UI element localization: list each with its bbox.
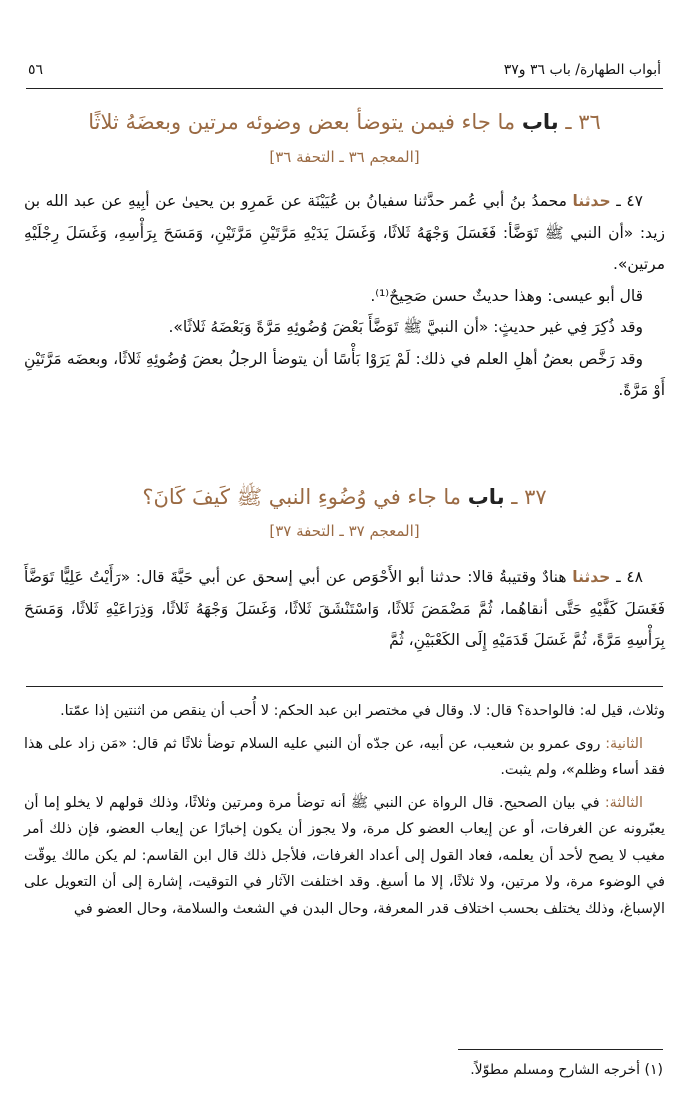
hadith-48 <box>24 562 665 657</box>
chapter-37-title <box>20 484 669 515</box>
hadith-48-keyword: حدثنا <box>572 568 611 586</box>
chapter-36-number: ٣٦ ـ <box>565 110 601 134</box>
commentary-rule <box>26 686 663 687</box>
body-block-1 <box>24 186 665 407</box>
footnote-1: (١) أخرجه الشارح ومسلم مطوّلاً. <box>470 1062 663 1078</box>
body-block-2 <box>24 562 665 657</box>
running-title: أبواب الطهارة/ باب ٣٦ و٣٧ <box>503 62 661 78</box>
scholars-note: وقد رَخَّص بعضُ أهلِ العلم في ذلك: لَمْ يَرَوْا بَأْسًا أن يتوضأ الرجلُ بعضَ وُضُوئِهِ ثَلاثًا، وبعضَه مَرَّتَيْنِ أَوْ مَرَّةً. <box>24 349 665 399</box>
commentary-2 <box>24 731 665 784</box>
hadith-47-text: محمدُ بنُ أبي عُمر حدَّثنا سفيانُ بن عُيَيْنَة عن عَمرِو بن يحيىٰ عن أبِيهِ عن عبد الله بن زيد: «أن النبي ﷺ تَوَضَّأ: فَغَسَلَ وَجْهَهُ ثَلاثًا، وَغَسَلَ يَدَيْهِ مَرَّتَيْنِ مَرَّتَيْنِ، وَمَسَحَ بِرَأْسِهِ، وَغَسَلَ رِجْلَيْهِ مرتين». <box>24 192 665 273</box>
other-hadith-note: وقد ذُكِرَ فِي غير حديثٍ: «أن النبيَّ ﷺ تَوَضَّأَ بَعْضَ وُضُوئِهِ مَرَّةً وَبَعْضَهُ ثَلاثًا». <box>168 318 643 336</box>
abu-isa-comment: قال أبو عيسى: وهذا حديثٌ حسن صَحِيحٌ⁽¹⁾. <box>370 286 643 305</box>
chapter-37-keyword: باب <box>467 485 505 509</box>
commentary-block <box>24 698 665 922</box>
commentary-3 <box>24 790 665 923</box>
commentary-2-text: روى عمرو بن شعيب، عن أبيه، عن جدّه أن النبي عليه السلام توضأ ثلاثًا ثم قال: «مَن زاد على هذا فقد أساء وظلم»، ولم يثبت. <box>24 735 665 778</box>
commentary-3-label: الثالثة: <box>604 794 644 811</box>
page-number: ٥٦ <box>28 62 44 78</box>
commentary-1: وثلاث، قيل له: فالواحدة؟ قال: لا. وقال في مختصر ابن عبد الحكم: لا أُحب أن ينقص من اثنتين إذا عمّتا. <box>60 703 665 719</box>
footnote-rule <box>458 1049 663 1050</box>
commentary-2-label: الثانية: <box>605 735 643 752</box>
chapter-36-keyword: باب <box>521 110 559 134</box>
chapter-37-number: ٣٧ ـ <box>511 485 547 509</box>
chapter-37-reference: [المعجم ٣٧ ـ التحفة ٣٧] <box>269 522 420 540</box>
chapter-36-title <box>20 110 669 134</box>
hadith-47-keyword: حدثنا <box>572 192 611 210</box>
header-rule <box>26 88 663 89</box>
hadith-47-number: ٤٧ ـ <box>616 192 643 210</box>
chapter-36-heading: ما جاء فيمن يتوضأ بعض وضوئه مرتين وبعضَهُ ثلاثًا <box>88 110 516 134</box>
hadith-47 <box>24 186 665 281</box>
hadith-48-number: ٤٨ ـ <box>616 568 643 586</box>
chapter-37-heading: ما جاء في وُضُوءِ النبي ﷺ كَيفَ كَانَ؟ <box>142 485 462 509</box>
hadith-48-text: هنادٌ وقتيبةُ قالا: حدثنا أبو الأَحْوَص عن أبي إسحق عن أبي حَيَّةَ قال: «رَأَيْتُ عَلِيًّا تَوَضَّأَ فَغَسَلَ كَفَّيْهِ حَتَّى أنقاهُما، ثُمَّ مَضْمَضَ ثَلاثًا، وَاسْتَنْشَقَ ثَلاثًا، وَغَسَلَ وَجْهَهُ ثَلاثًا، وَذِرَاعَيْهِ ثَلاثًا، وَمَسَحَ بِرَأْسِهِ مَرَّةً، ثُمَّ غَسَلَ قَدَمَيْهِ إِلَى الكَعْبَيْنِ، ثُمَّ <box>24 568 665 649</box>
running-header <box>28 60 661 86</box>
chapter-36-reference: [المعجم ٣٦ ـ التحفة ٣٦] <box>269 148 420 166</box>
commentary-3-text: في بيان الصحيح. قال الرواة عن النبي ﷺ أنه توضأ مرة ومرتين وثلاثًا، وذلك قولهم لا يخلو إما أن يعبّرونه عن الغرفات، أو عن إيعاب العضو كل مرة، ولا يجوز أن يكون إخبارًا عن إيعاب العضو، فإن ذلك أمر مغيب لا يصح لأحد أن يعلمه، فعاد القول إلى أعداد الغرفات، فلأجل ذلك قال ابن القاسم: لم يكن مالك يوقّت في الوضوء مرة، ولا مرتين، ولا ثلاثًا، إلا ما أسبغ. وقد اختلفت الآثار في التوقيت، إشارة إلى أن التعويل على الإسباغ، وذلك يختلف بحسب اختلاف قدر المعرفة، وحال البدن في الشعث والسلامة، وحال العضو في <box>24 794 665 917</box>
